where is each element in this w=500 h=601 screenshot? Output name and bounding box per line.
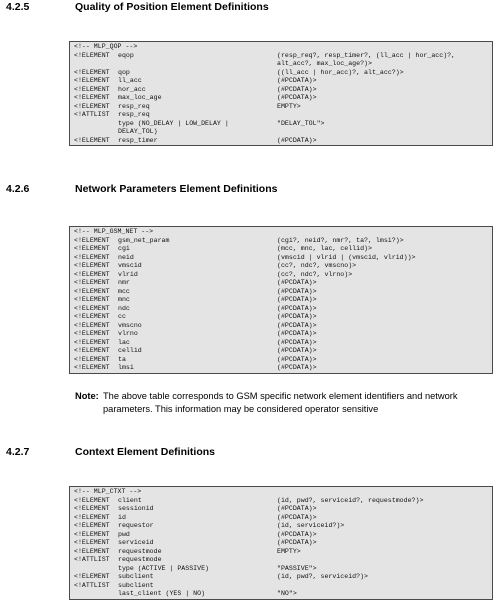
code-line	[70, 254, 492, 263]
code-line	[70, 522, 492, 531]
code-c2: mcc	[118, 287, 130, 295]
code-line	[70, 52, 492, 61]
code-c1: <!ELEMENT	[74, 279, 110, 286]
code-c2: resp_req	[118, 102, 150, 110]
code-c3: (#PCDATA)>	[277, 85, 317, 93]
code-line	[70, 279, 492, 288]
code-c1: <!ELEMENT	[74, 136, 110, 144]
code-c2: mnc	[118, 296, 130, 303]
section-number: 4.2.7	[6, 446, 30, 458]
section-number: 4.2.5	[6, 1, 30, 13]
code-line	[70, 364, 492, 373]
code-line	[70, 514, 492, 523]
code-c2: cellid	[118, 347, 142, 354]
code-c1: <!ATTLIST	[74, 581, 110, 589]
code-line	[70, 288, 492, 297]
code-c1: <!ELEMENT	[74, 539, 110, 546]
code-c2: gsm_net_param	[118, 236, 170, 244]
code-c1: <!-- MLP_QOP -->	[74, 43, 138, 50]
code-line	[70, 531, 492, 540]
code-line	[70, 505, 492, 514]
code-c2: qop	[118, 68, 130, 76]
code-c2: resp_req	[118, 111, 150, 118]
code-c1: <!ELEMENT	[74, 287, 110, 295]
code-line	[70, 548, 492, 557]
code-c3: (#PCDATA)>	[277, 287, 317, 295]
code-c3: (cc?, ndc?, vlrno)>	[277, 270, 353, 278]
dtd-code-block-gsm-net	[69, 226, 493, 374]
code-c3: (id, serviceid?)>	[277, 522, 345, 529]
code-c1: <!ELEMENT	[74, 338, 110, 346]
code-c2: hor_acc	[118, 85, 146, 93]
note-label: Note:	[75, 391, 99, 401]
code-c3: ((ll_acc | hor_acc)?, alt_acc?)>	[277, 68, 404, 76]
code-c1: <!-- MLP_GSM_NET -->	[74, 228, 154, 235]
code-line	[70, 43, 492, 52]
code-line	[70, 539, 492, 548]
section-title: Network Parameters Element Definitions	[75, 183, 278, 195]
code-c2: lac	[118, 338, 130, 346]
code-line	[70, 497, 492, 506]
code-c1: <!ELEMENT	[74, 236, 110, 244]
code-line	[70, 582, 492, 591]
code-c3: (mcc, mnc, lac, cellid)>	[277, 245, 372, 252]
code-line	[70, 94, 492, 103]
code-c2: serviceid	[118, 539, 154, 546]
code-c3: (cgi?, neid?, nmr?, ta?, lmsi?)>	[277, 236, 404, 244]
code-line	[70, 228, 492, 237]
code-c1: <!ELEMENT	[74, 262, 110, 269]
code-c1: <!ELEMENT	[74, 296, 110, 303]
code-line	[70, 60, 492, 69]
code-c1: <!ELEMENT	[74, 313, 110, 320]
code-line	[70, 128, 492, 137]
code-line	[70, 77, 492, 86]
code-line	[70, 590, 492, 599]
code-line	[70, 313, 492, 322]
code-line	[70, 69, 492, 78]
code-c3: (#PCDATA)>	[277, 304, 317, 312]
code-c3: (#PCDATA)>	[277, 77, 317, 84]
code-c1: <!ELEMENT	[74, 573, 110, 580]
code-c2: ndc	[118, 304, 130, 312]
code-c1: <!ATTLIST	[74, 111, 110, 118]
code-c1: <!ELEMENT	[74, 77, 110, 84]
section-title: Quality of Position Element Definitions	[75, 1, 269, 13]
code-c2: eqop	[118, 51, 134, 59]
code-line	[70, 488, 492, 497]
code-c2: subclient	[118, 581, 154, 589]
code-c2: id	[118, 513, 126, 521]
code-c3: "PASSIVE">	[277, 564, 317, 572]
code-c1: <!ELEMENT	[74, 304, 110, 312]
code-c1: <!-- MLP_CTXT -->	[74, 488, 142, 495]
code-c1: <!ELEMENT	[74, 245, 110, 252]
code-c3: alt_acc?, max_loc_age?)>	[277, 60, 372, 67]
code-line	[70, 322, 492, 331]
code-c2: resp_timer	[118, 136, 158, 144]
code-c1: <!ELEMENT	[74, 530, 110, 538]
code-c1: <!ELEMENT	[74, 513, 110, 521]
code-c1: <!ELEMENT	[74, 505, 110, 512]
code-line	[70, 137, 492, 146]
code-c2: vmscid	[118, 262, 142, 269]
code-line	[70, 245, 492, 254]
code-line	[70, 305, 492, 314]
code-c3: (#PCDATA)>	[277, 313, 317, 320]
code-line	[70, 573, 492, 582]
code-line	[70, 556, 492, 565]
code-c3: (#PCDATA)>	[277, 321, 317, 329]
code-c2: last_client (YES | NO)	[118, 590, 206, 597]
code-c3: (#PCDATA)>	[277, 530, 317, 538]
code-c1: <!ELEMENT	[74, 270, 110, 278]
code-c1: <!ELEMENT	[74, 51, 110, 59]
code-c2: lmsi	[118, 364, 134, 371]
code-c1: <!ELEMENT	[74, 547, 110, 555]
code-c3: (resp_req?, resp_timer?, (ll_acc | hor_acc)?,	[277, 51, 456, 59]
code-line	[70, 103, 492, 112]
code-c3: (#PCDATA)>	[277, 279, 317, 286]
code-c2: requestor	[118, 522, 154, 529]
code-line	[70, 120, 492, 129]
code-c3: (id, pwd?, serviceid?)>	[277, 573, 369, 580]
code-c1: <!ELEMENT	[74, 330, 110, 337]
code-c1: <!ELEMENT	[74, 355, 110, 363]
code-line	[70, 86, 492, 95]
code-c3: (#PCDATA)>	[277, 94, 317, 101]
code-c2: nmr	[118, 279, 130, 286]
code-c3: (#PCDATA)>	[277, 513, 317, 521]
code-c2: sessionid	[118, 505, 154, 512]
code-c1: <!ELEMENT	[74, 364, 110, 371]
code-c3: "DELAY_TOL">	[277, 119, 325, 127]
code-c1: <!ELEMENT	[74, 253, 110, 261]
code-line	[70, 565, 492, 574]
code-line	[70, 330, 492, 339]
code-c2: type (NO_DELAY | LOW_DELAY |	[118, 119, 229, 127]
section-title: Context Element Definitions	[75, 446, 216, 458]
code-line	[70, 296, 492, 305]
code-c3: EMPTY>	[277, 547, 301, 555]
code-c2: pwd	[118, 530, 130, 538]
code-c3: (#PCDATA)>	[277, 347, 317, 354]
code-c1: <!ATTLIST	[74, 556, 110, 563]
code-c3: (vmscid | vlrid | (vmscid, vlrid))>	[277, 253, 416, 261]
note-text: The above table corresponds to GSM specific network element identifiers and network parameters. This information may be considered operator sensitive	[103, 391, 458, 414]
code-c3: (#PCDATA)>	[277, 355, 317, 363]
code-c1: <!ELEMENT	[74, 102, 110, 110]
code-c2: cc	[118, 313, 126, 320]
code-c3: (id, pwd?, serviceid?, requestmode?)>	[277, 496, 424, 504]
code-c2: type (ACTIVE | PASSIVE)	[118, 564, 210, 572]
code-c1: <!ELEMENT	[74, 522, 110, 529]
code-c2: vmscno	[118, 321, 142, 329]
code-c2: vlrno	[118, 330, 138, 337]
code-c2: cgi	[118, 245, 130, 252]
code-c2: ta	[118, 355, 126, 363]
code-c1: <!ELEMENT	[74, 496, 110, 504]
code-c2: max_loc_age	[118, 94, 162, 101]
code-line	[70, 262, 492, 271]
code-line	[70, 356, 492, 365]
code-c2: vlrid	[118, 270, 138, 278]
code-c1: <!ELEMENT	[74, 85, 110, 93]
code-c1: <!ELEMENT	[74, 347, 110, 354]
code-line	[70, 271, 492, 280]
code-c3: (#PCDATA)>	[277, 338, 317, 346]
code-c3: (#PCDATA)>	[277, 296, 317, 303]
code-c3: "NO">	[277, 590, 297, 597]
code-c2: client	[118, 496, 142, 504]
code-c1: <!ELEMENT	[74, 68, 110, 76]
code-c2: neid	[118, 253, 134, 261]
code-c3: (#PCDATA)>	[277, 539, 317, 546]
code-c3: (cc?, ndc?, vmscno)>	[277, 262, 357, 269]
code-line	[70, 237, 492, 246]
dtd-code-block-context	[69, 486, 493, 600]
code-c1: <!ELEMENT	[74, 94, 110, 101]
code-c2: ll_acc	[118, 77, 142, 84]
section-number: 4.2.6	[6, 183, 30, 195]
code-c3: (#PCDATA)>	[277, 136, 317, 144]
code-c1: <!ELEMENT	[74, 321, 110, 329]
code-line	[70, 347, 492, 356]
code-c2: requestmode	[118, 547, 162, 555]
code-c3: EMPTY>	[277, 102, 301, 110]
code-c2: subclient	[118, 573, 154, 580]
code-c2: DELAY_TOL)	[118, 128, 158, 135]
code-c3: (#PCDATA)>	[277, 330, 317, 337]
code-line	[70, 339, 492, 348]
dtd-code-block-qop	[69, 41, 493, 146]
code-line	[70, 111, 492, 120]
code-c3: (#PCDATA)>	[277, 505, 317, 512]
code-c2: requestmode	[118, 556, 162, 563]
code-c3: (#PCDATA)>	[277, 364, 317, 371]
